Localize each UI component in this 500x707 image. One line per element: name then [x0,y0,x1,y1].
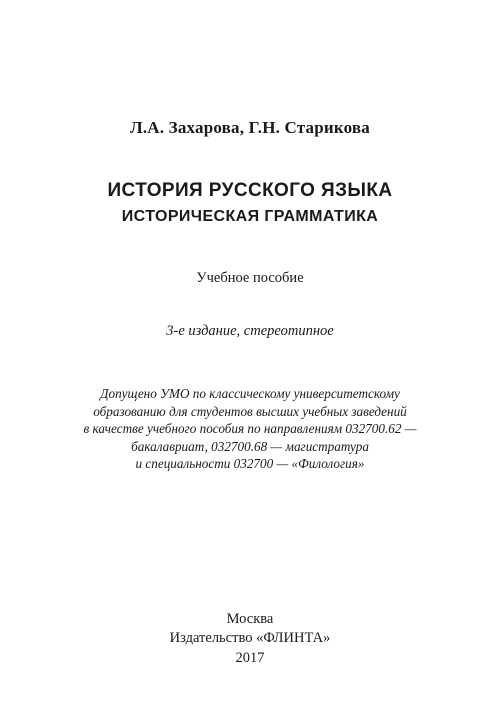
imprint-publisher: Издательство «ФЛИНТА» [169,630,331,646]
approval-line: и специальности 032700 — «Филология» [135,456,365,472]
approval-line: образованию для студентов высших учебных заведений [93,403,407,419]
approval-statement [0,385,500,473]
book-subtitle: Учебное пособие [196,270,304,286]
book-title-line-2: ИСТОРИЧЕСКАЯ ГРАММАТИКА [121,208,379,225]
approval-line: Допущено УМО по классическому университетскому [100,386,400,401]
imprint-year: 2017 [235,650,265,666]
approval-line: в качестве учебного пособия по направлениям 032700.62 — [83,421,417,437]
edition-note: 3-е издание, стереотипное [166,323,334,339]
book-title-line-1: ИСТОРИЯ РУССКОГО ЯЗЫКА [107,180,393,201]
authors: Л.А. Захарова, Г.Н. Старикова [129,118,370,137]
imprint-city: Москва [226,611,274,627]
approval-line: бакалавриат, 032700.68 — магистратура [131,438,369,454]
